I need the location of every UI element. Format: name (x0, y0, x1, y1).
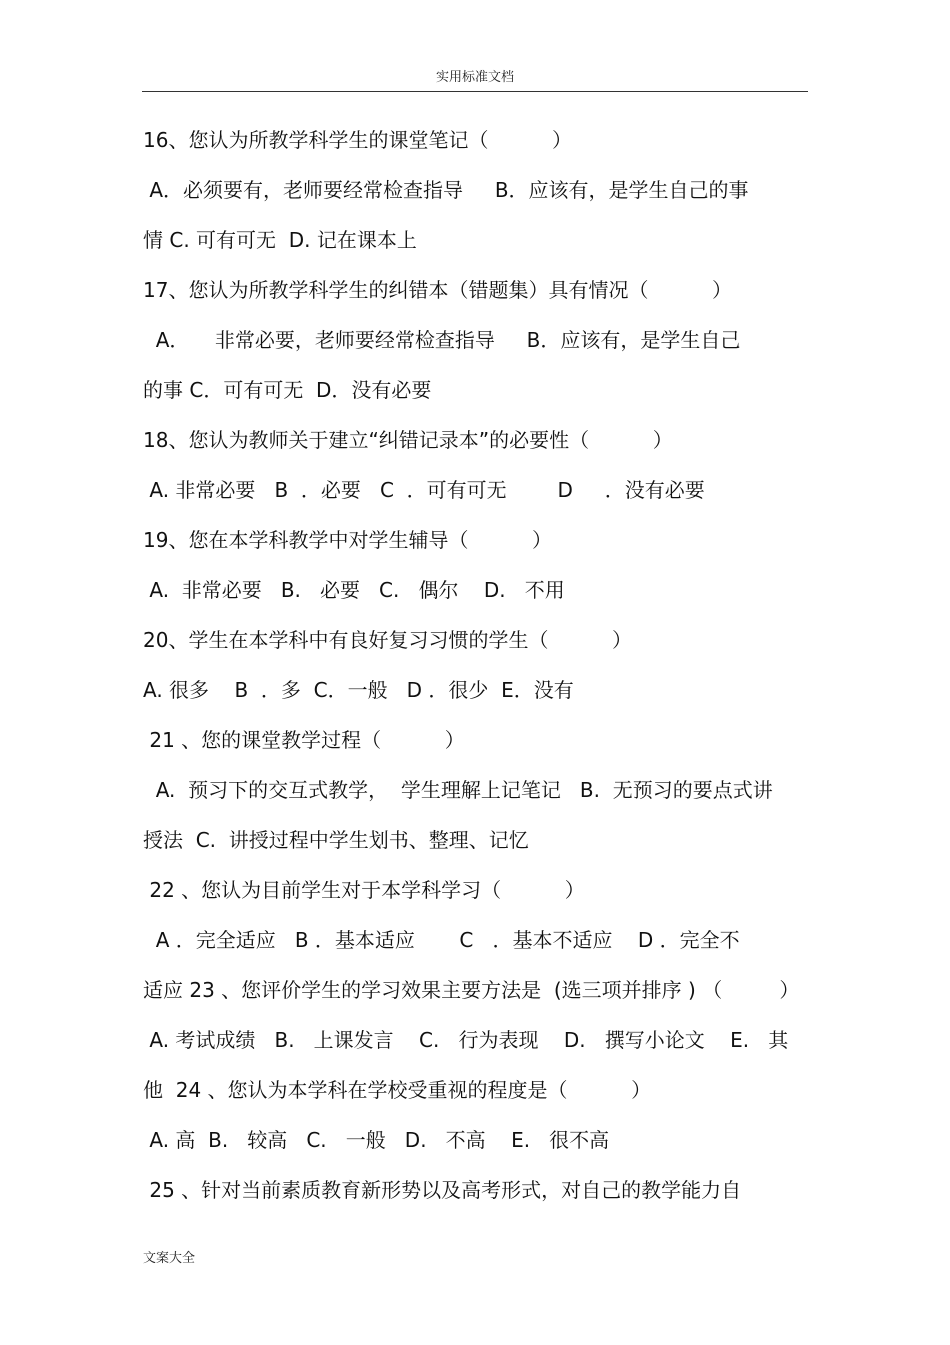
header-rule (142, 91, 808, 92)
question-24: 他 24 、您认为本学科在学校受重视的程度是（ ） (143, 1078, 652, 1102)
question-16: 16、您认为所教学科学生的课堂笔记（ ） (143, 128, 573, 152)
question-17-options: A． 非常必要，老师要经常检查指导 B．应该有，是学生自己 (143, 328, 741, 352)
question-20-options: A. 很多 B ．多 C．一般 D ．很少 E．没有 (143, 678, 574, 702)
question-21-options-cont: 授法 C. 讲授过程中学生划书、整理、记忆 (143, 828, 529, 852)
question-18: 18、您认为教师关于建立“纠错记录本”的必要性（ ） (143, 428, 673, 452)
question-21: 21 、您的课堂教学过程（ ） (143, 728, 465, 752)
question-16-options-cont: 情 C. 可有可无 D. 记在课本上 (143, 228, 417, 252)
question-17-options-cont: 的事 C．可有可无 D．没有必要 (143, 378, 432, 402)
question-19: 19、您在本学科教学中对学生辅导（ ） (143, 528, 553, 552)
question-23-options: A. 考试成绩 B. 上课发言 C. 行为表现 D. 撰写小论文 E. 其 (143, 1028, 789, 1052)
question-20: 20、学生在本学科中有良好复习习惯的学生（ ） (143, 628, 633, 652)
question-22: 22 、您认为目前学生对于本学科学习（ ） (143, 878, 585, 902)
question-25: 25 、针对当前素质教育新形势以及高考形式，对自己的教学能力自 (143, 1178, 742, 1202)
page-footer: 文案大全 (143, 1251, 196, 1266)
question-21-options: A. 预习下的交互式教学， 学生理解上记笔记 B. 无预习的要点式讲 (143, 778, 773, 802)
page-header: 实用标准文档 (435, 70, 514, 85)
question-22-options: A ．完全适应 B ．基本适应 C ．基本不适应 D ．完全不 (143, 928, 740, 952)
question-19-options: A. 非常必要 B. 必要 C. 偶尔 D. 不用 (143, 578, 565, 602)
question-16-options: A．必须要有，老师要经常检查指导 B．应该有，是学生自己的事 (143, 178, 749, 202)
document-body (143, 115, 823, 1215)
question-24-options: A. 高 B. 较高 C. 一般 D. 不高 E. 很不高 (143, 1128, 610, 1152)
question-17: 17、您认为所教学科学生的纠错本（错题集）具有情况（ ） (143, 278, 733, 302)
question-23: 适应 23 、您评价学生的学习效果主要方法是 (选三项并排序 ) （ ） (143, 978, 800, 1002)
question-18-options: A. 非常必要 B ．必要 C ．可有可无 D ．没有必要 (143, 478, 705, 502)
